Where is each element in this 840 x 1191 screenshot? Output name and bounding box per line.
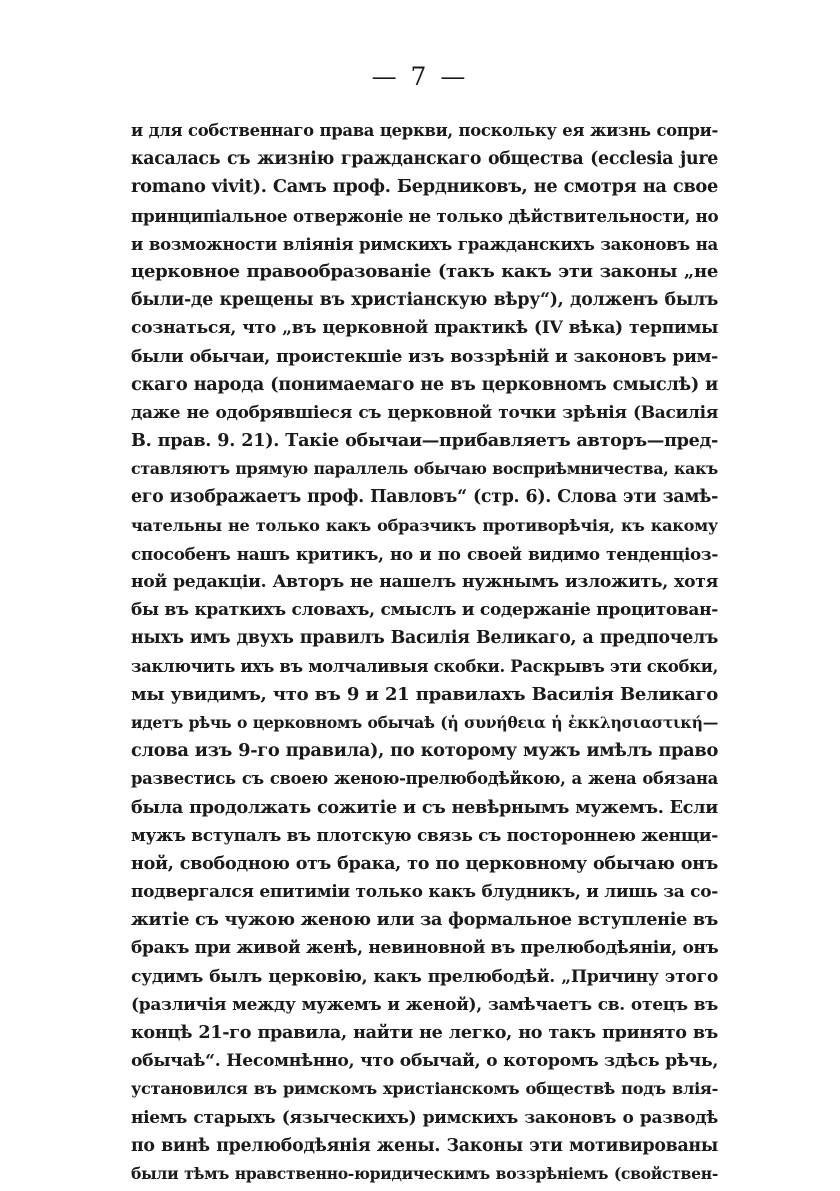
text-line: мы увидимъ, что въ 9 и 21 правилахъ Василія Великаго <box>131 683 718 705</box>
text-line: были тѣмъ нравственно-юридическимъ воззрѣніемъ (свойствен- <box>131 1163 718 1183</box>
text-line: (различія между мужемъ и женой), замѣчаетъ св. отецъ въ <box>131 994 718 1015</box>
text-line: мужъ вступалъ въ плотскую связь съ постороннею женщи- <box>131 825 718 846</box>
text-line: В. прав. 9. 21). Такіе обычаи—прибавляетъ авторъ—пред- <box>131 430 718 452</box>
text-line: подвергался епитиміи только какъ блудникъ, и лишь за со- <box>131 882 718 903</box>
text-line: romano vivit). Самъ проф. Бердниковъ, не смотря на свое <box>131 176 718 198</box>
text-line: сознаться, что „въ церковной практикѣ (IV вѣка) терпимы <box>131 318 718 339</box>
text-line: развестись съ своею женою-прелюбодѣйкою, а жена обязана <box>131 769 718 789</box>
text-line: и возможности вліянія римскихъ гражданскихъ законовъ на <box>131 233 718 254</box>
text-line: ной, свободною отъ брака, то по церковному обычаю онъ <box>131 852 718 874</box>
text-line: житіе съ чужою женою или за формальное вступленіе въ <box>131 909 718 931</box>
text-line: были-де крещены въ христіанскую вѣру“), долженъ былъ <box>131 290 718 311</box>
text-line: были обычаи, проистекшіе изъ воззрѣній и законовъ рим- <box>131 346 718 367</box>
text-line: ставляютъ прямую параллель обычаю восприѣмничества, какъ <box>131 459 718 479</box>
text-line: способенъ нашъ критикъ, но и по своей видимо тенденціоз- <box>131 543 718 564</box>
page-number: — 7 — <box>371 62 469 91</box>
body-text <box>131 117 718 1188</box>
text-line: его изображаетъ проф. Павловъ“ (стр. 6). Слова эти замѣ- <box>131 487 718 508</box>
text-line: церковное правообразованіе (такъ какъ эти законы „не <box>131 260 718 282</box>
text-line: была продолжать сожитіе и съ невѣрнымъ мужемъ. Если <box>131 796 718 818</box>
text-line: даже не одобрявшіеся съ церковной точки зрѣнія (Василія <box>131 402 718 423</box>
text-line: принципіальное отвержоніе не только дѣйствительности, но <box>131 205 718 226</box>
text-line: идетъ рѣчь о церковномъ обычаѣ (ἡ συνήθεια ἡ ἐκκλησιαστική— <box>131 712 718 732</box>
text-line: и для собственнаго права церкви, поскольку ея жизнь сопри- <box>131 121 718 140</box>
text-line: бы въ краткихъ словахъ, смыслъ и содержаніе процитован- <box>131 600 718 621</box>
text-line: ныхъ имъ двухъ правилъ Василія Великаго, а предпочелъ <box>131 628 718 649</box>
text-line: судимъ былъ церковію, какъ прелюбодѣй. „Причину этого <box>131 966 718 987</box>
text-line: чательны не только какъ образчикъ противорѣчія, къ какому <box>131 515 718 535</box>
text-line: скаго народа (понимаемаго не въ церковномъ смыслѣ) и <box>131 373 718 395</box>
text-line: обычаѣ“. Несомнѣнно, что обычай, о которомъ здѣсь рѣчь, <box>131 1051 718 1072</box>
text-line: заключить ихъ въ молчаливыя скобки. Раскрывъ эти скобки, <box>131 656 718 676</box>
text-line: ніемъ старыхъ (языческихъ) римскихъ законовъ о разводѣ <box>131 1107 718 1128</box>
text-line: касалась съ жизнію гражданскаго общества (ecclesia jure <box>131 149 718 170</box>
text-line: бракъ при живой женѣ, невиновной въ прелюбодѣяніи, онъ <box>131 938 718 959</box>
text-line: слова изъ 9-го правила), по которому мужъ имѣлъ право <box>131 740 718 762</box>
text-line: концѣ 21-го правила, найти не легко, но такъ принято въ <box>131 1022 718 1043</box>
text-line: установился въ римскомъ христіанскомъ обществѣ подъ влія- <box>131 1079 718 1099</box>
text-line: по винѣ прелюбодѣянія жены. Законы эти мотивированы <box>131 1135 718 1156</box>
text-line: ной редакціи. Авторъ не нашелъ нужнымъ изложить, хотя <box>131 572 718 592</box>
